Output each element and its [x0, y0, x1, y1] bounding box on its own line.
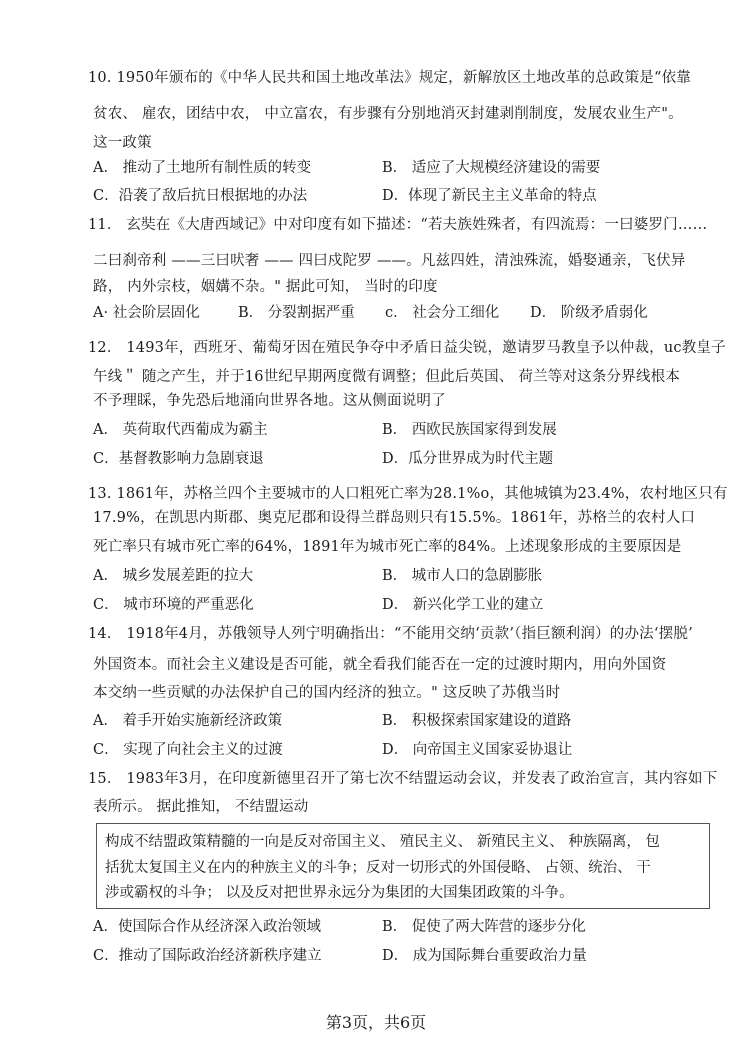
question-12-option-a: A． 英荷取代西葡成为霸主 — [93, 422, 268, 438]
quote-box-line-3: 涉或霸权的斗争； 以及反对把世界永远分为集团的大国集团政策的斗争。 — [105, 885, 574, 901]
question-11-option-a: A· 社会阶层固化 — [93, 305, 200, 321]
question-12-stem-line-1 — [88, 338, 726, 358]
question-10-stem-line-3: 这一政策 — [93, 135, 152, 151]
question-12-text: 1493年，西班牙、葡萄牙因在殖民争夺中矛盾日益尖锐，邀请罗马教皇予以仲裁，uc教皇子 — [126, 340, 726, 356]
question-10-option-a: A． 推动了土地所有制性质的转变 — [93, 160, 312, 176]
question-10-stem-line-1 — [88, 68, 691, 88]
question-10-option-d: D．体现了新民主主义革命的特点 — [382, 188, 597, 204]
question-13-option-a: A． 城乡发展差距的拉大 — [93, 568, 254, 584]
quote-box-line-1: 构成不结盟政策精髓的一向是反对帝国主义、 殖民主义、 新殖民主义、 种族隔离， 包 — [105, 834, 660, 850]
question-13-option-d: D． 新兴化学工业的建立 — [382, 597, 544, 613]
question-14-stem-line-3: 本交纳一些贡赋的办法保护自己的国内经济的独立。" 这反映了苏俄当时 — [93, 685, 561, 701]
question-10-text: 1950年颁布的《中华人民共和国土地改革法》规定，新解放区土地改革的总政策是“依靠 — [116, 70, 691, 86]
question-13-text: 1861年，苏格兰四个主要城市的人口粗死亡率为28.1%o，其他城镇为23.4%，农村地区只有 — [116, 486, 728, 502]
page-number-footer: 第3页，共6页 — [325, 1013, 427, 1032]
question-15-text: 1983年3月，在印度新德里召开了第七次不结盟运动会议，并发表了政治宣言，其内容如下 — [126, 771, 718, 787]
question-14-number: 14． — [88, 626, 122, 642]
question-13-stem-line-1 — [88, 484, 728, 504]
question-11-text: 玄奘在《大唐西域记》中对印度有如下描述：“若夫族姓殊者，有四流焉：一曰婆罗门…… — [126, 217, 708, 233]
question-12-stem-line-3: 不予理睬，争先恐后地涌向世界各地。这从侧面说明了 — [93, 393, 446, 409]
question-14-stem-line-2: 外国资本。而社会主义建设是否可能，就全看我们能否在一定的过渡时期内，用向外国资 — [93, 657, 667, 673]
question-11-number: 11． — [88, 217, 122, 233]
question-15-option-a: A．使国际合作从经济深入政治领域 — [93, 919, 321, 935]
question-12-option-d: D．瓜分世界成为时代主题 — [382, 451, 554, 467]
question-13-stem-line-3: 死亡率只有城市死亡率的64%，1891年为城市死亡率的84%。上述现象形成的主要原因是 — [93, 539, 682, 555]
question-14-option-b: B． 积极探索国家建设的道路 — [382, 713, 572, 729]
question-14-option-d: D． 向帝国主义国家妥协退让 — [382, 742, 573, 758]
question-11-stem-line-3: 路， 内外宗枝，姻媾不杂。" 据此可知， 当时的印度 — [93, 279, 438, 295]
question-13-number: 13. — [88, 486, 112, 502]
question-14-stem-line-1 — [88, 624, 693, 644]
question-14-option-c: C． 实现了向社会主义的过渡 — [93, 742, 283, 758]
question-13-stem-line-2: 17.9%，在凯思内斯郡、奥克尼郡和设得兰群岛则只有15.5%。1861年，苏格兰的农村人口 — [93, 510, 696, 526]
question-10-option-b: B． 适应了大规模经济建设的需要 — [382, 160, 601, 176]
question-11-stem-line-1 — [88, 215, 707, 235]
question-15-quote-box — [96, 823, 710, 909]
question-11-option-b: B． 分裂割据严重 — [238, 305, 355, 321]
question-14-text: 1918年4月，苏俄领导人列宁明确指出：“不能用交纳‘贡款’（指巨额利润）的办法‘摆脱’ — [126, 626, 693, 642]
question-12-option-c: C．基督教影响力急剧衰退 — [93, 451, 264, 467]
question-12-number: 12． — [88, 340, 122, 356]
question-15-number: 15． — [88, 771, 122, 787]
question-10-stem-line-2: 贫农、 雇农，团结中农， 中立富农，有步骤有分别地消灭封建剥削制度，发展农业生产"。 — [93, 106, 683, 122]
question-13-option-b: B． 城市人口的急剧膨胀 — [382, 568, 543, 584]
question-15-option-c: C．推动了国际政治经济新秩序建立 — [93, 948, 322, 964]
question-11-stem-line-2: 二曰刹帝利 ——三曰吠奢 —— 四曰戍陀罗 ——。凡兹四姓，清浊殊流，婚娶通亲，飞伏异 — [93, 253, 686, 269]
question-11-option-c: c． 社会分工细化 — [385, 305, 500, 321]
question-10-option-c: C．沿袭了敌后抗日根据地的办法 — [93, 188, 308, 204]
quote-box-line-2: 括犹太复国主义在内的种族主义的斗争；反对一切形式的外国侵略、 占领、统治、 干 — [105, 860, 651, 876]
question-12-stem-line-2: 午线＂ 随之产生，并于16世纪早期两度微有调整；但此后英国、 荷兰等对这条分界线根本 — [93, 369, 681, 385]
question-13-option-c: C． 城市环境的严重恶化 — [93, 597, 254, 613]
question-10-number: 10. — [88, 70, 112, 86]
question-12-option-b: B． 西欧民族国家得到发展 — [382, 422, 557, 438]
question-15-stem-line-1 — [88, 769, 717, 789]
question-15-option-b: B． 促使了两大阵营的逐步分化 — [382, 919, 586, 935]
question-14-option-a: A． 着手开始实施新经济政策 — [93, 713, 283, 729]
question-11-option-d: D． 阶级矛盾弱化 — [530, 305, 648, 321]
question-15-option-d: D． 成为国际舞台重要政治力量 — [382, 948, 587, 964]
question-15-stem-line-2: 表所示。 据此推知， 不结盟运动 — [93, 799, 309, 815]
